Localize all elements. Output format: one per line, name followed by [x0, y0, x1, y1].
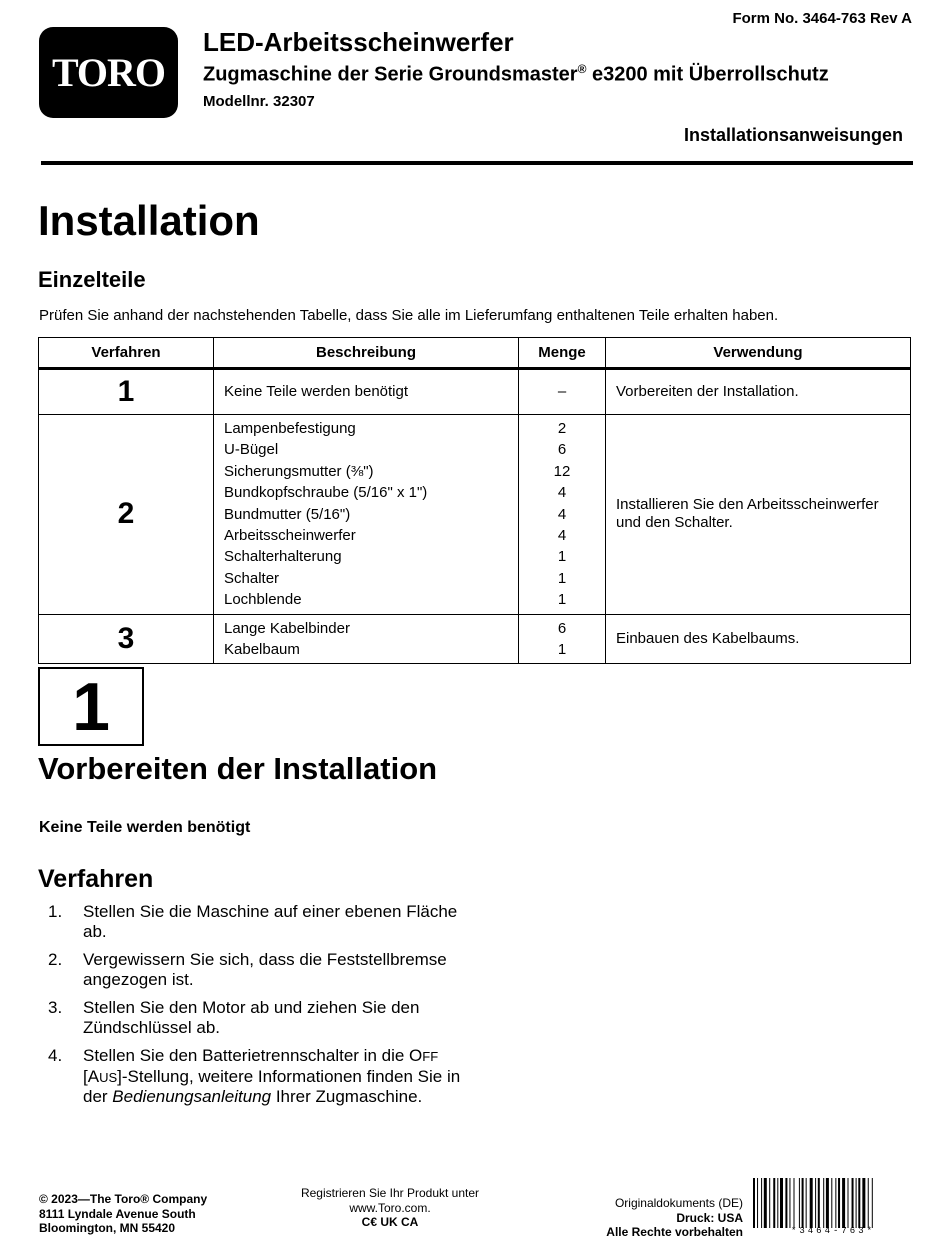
header-divider	[41, 161, 913, 165]
table-row	[39, 369, 911, 415]
column-header: Menge	[519, 338, 606, 369]
footer-register: Registrieren Sie Ihr Produkt unter www.Toro.com. C€ UK CA	[290, 1186, 490, 1230]
part-quantity: 4	[557, 484, 567, 502]
parts-heading: Einzelteile	[38, 267, 146, 292]
quantity-cell	[519, 369, 606, 415]
part-description: Lange Kabelbinder	[224, 619, 350, 637]
barcode-bar	[757, 1178, 758, 1228]
barcode-bar	[806, 1178, 807, 1228]
part-quantity: 1	[557, 641, 567, 659]
description-cell	[214, 415, 519, 615]
barcode-bar	[753, 1178, 755, 1228]
barcode-bar	[794, 1178, 795, 1228]
barcode-bar	[838, 1178, 840, 1228]
section-heading: Vorbereiten der Installation	[38, 751, 438, 786]
part-description: Kabelbaum	[224, 641, 300, 659]
manual-reference: Bedienungsanleitung	[112, 1087, 272, 1106]
barcode-bar	[815, 1178, 816, 1228]
part-description: Sicherungsmutter (⅜")	[224, 462, 374, 480]
quantity-cell	[519, 614, 606, 664]
barcode-bar	[858, 1178, 860, 1228]
part-description: Lampenbefestigung	[224, 420, 356, 437]
part-description: Keine Teile werden benötigt	[224, 383, 409, 401]
part-quantity: 6	[557, 619, 567, 637]
barcode-bar	[780, 1178, 783, 1228]
barcode	[753, 1178, 913, 1228]
barcode-bar	[835, 1178, 836, 1228]
barcode-bar	[842, 1178, 845, 1228]
table-row	[39, 614, 911, 664]
document-title: LED-Arbeitsscheinwerfer	[203, 27, 514, 57]
barcode-bar	[872, 1178, 873, 1228]
procedure-steps	[48, 902, 478, 1116]
barcode-bar	[868, 1178, 869, 1228]
procedure-step: 4. Stellen Sie den Batterietrennschalter in die OFF [AUS]-Stellung, weitere Informationen finden Sie in der Bedienungsanleitung Ihrer Zugmaschine.	[48, 1046, 461, 1106]
barcode-bar	[856, 1178, 857, 1228]
procedure-heading: Verfahren	[38, 865, 154, 893]
part-description: U-Bügel	[224, 441, 279, 459]
column-header: Beschreibung	[214, 338, 519, 369]
barcode-bar	[761, 1178, 762, 1228]
barcode-bar	[777, 1178, 778, 1228]
model-number: Modellnr. 32307	[203, 93, 315, 110]
procedure-number-cell: 1	[39, 369, 214, 415]
part-quantity: 12	[553, 462, 571, 480]
procedure-step: 1. Stellen Sie die Maschine auf einer ebenen Fläche ab.	[48, 902, 458, 941]
procedure-step: 2. Vergewissern Sie sich, dass die Feststellbremse angezogen ist.	[48, 950, 447, 989]
part-quantity: 1	[557, 548, 567, 566]
barcode-bar	[802, 1178, 804, 1228]
part-description: Lochblende	[224, 591, 302, 609]
part-description: Bundmutter (5/16")	[224, 505, 351, 523]
usage-cell: Einbauen des Kabelbaums.	[606, 614, 911, 664]
barcode-bar	[862, 1178, 865, 1228]
barcode-bar	[773, 1178, 775, 1228]
barcode-bar	[852, 1178, 854, 1228]
column-header: Verfahren	[39, 338, 214, 369]
quantity-cell	[519, 415, 606, 615]
part-description: Bundkopfschraube (5/16" x 1")	[224, 484, 428, 502]
table-row	[39, 415, 911, 615]
barcode-bar	[848, 1178, 849, 1228]
part-description: Arbeitsscheinwerfer	[224, 527, 356, 545]
part-quantity: 6	[557, 441, 567, 459]
document-type: Installationsanweisungen	[683, 125, 903, 145]
part-description: Schalter	[224, 569, 280, 587]
usage-cell: Installieren Sie den Arbeitsscheinwerfer und den Schalter.	[606, 415, 911, 615]
column-header: Verwendung	[606, 338, 911, 369]
footer-copyright: © 2023—The Toro® Company 8111 Lyndale Avenue South Bloomington, MN 55420	[39, 1192, 208, 1235]
no-parts-note: Keine Teile werden benötigt	[39, 819, 251, 836]
description-cell	[214, 369, 519, 415]
barcode-bar	[769, 1178, 770, 1228]
form-number: Form No. 3464-763 Rev A	[732, 10, 912, 27]
toro-logo: TORO	[39, 27, 178, 118]
parts-intro: Prüfen Sie anhand der nachstehenden Tabelle, dass Sie alle im Lieferumfang enthaltenen Teile erhalten haben.	[39, 307, 779, 324]
barcode-bar	[764, 1178, 767, 1228]
barcode-bar	[799, 1178, 800, 1228]
part-quantity: 2	[557, 420, 567, 437]
parts-table-header	[39, 338, 911, 369]
procedure-number-cell: 3	[39, 614, 214, 664]
description-cell	[214, 614, 519, 664]
part-quantity: 4	[557, 527, 567, 545]
part-quantity: 1	[557, 591, 567, 609]
step-number-box: 1	[38, 667, 144, 746]
barcode-bar	[818, 1178, 820, 1228]
barcode-bar	[785, 1178, 787, 1228]
part-description: Schalterhalterung	[224, 548, 342, 566]
part-quantity: 4	[557, 505, 567, 523]
ce-ukca-marks: C€ UK CA	[361, 1215, 419, 1229]
barcode-bar	[810, 1178, 813, 1228]
barcode-bar	[789, 1178, 790, 1228]
part-quantity: –	[557, 383, 567, 401]
procedure-number-cell: 2	[39, 415, 214, 615]
barcode-text: *3464-763*	[790, 1226, 875, 1236]
usage-cell: Vorbereiten der Installation.	[606, 369, 911, 415]
document-subtitle: Zugmaschine der Serie Groundsmaster® e3200 mit Überrollschutz	[203, 62, 829, 86]
parts-table	[38, 337, 911, 664]
part-quantity: 1	[557, 569, 567, 587]
barcode-bar	[823, 1178, 824, 1228]
barcode-bar	[831, 1178, 832, 1228]
procedure-step: 3. Stellen Sie den Motor ab und ziehen Sie den Zündschlüssel ab.	[48, 998, 420, 1037]
footer-print-info: Originaldokuments (DE) Druck: USA Alle Rechte vorbehalten	[606, 1196, 743, 1239]
barcode-bar	[826, 1178, 829, 1228]
installation-heading: Installation	[38, 197, 260, 244]
